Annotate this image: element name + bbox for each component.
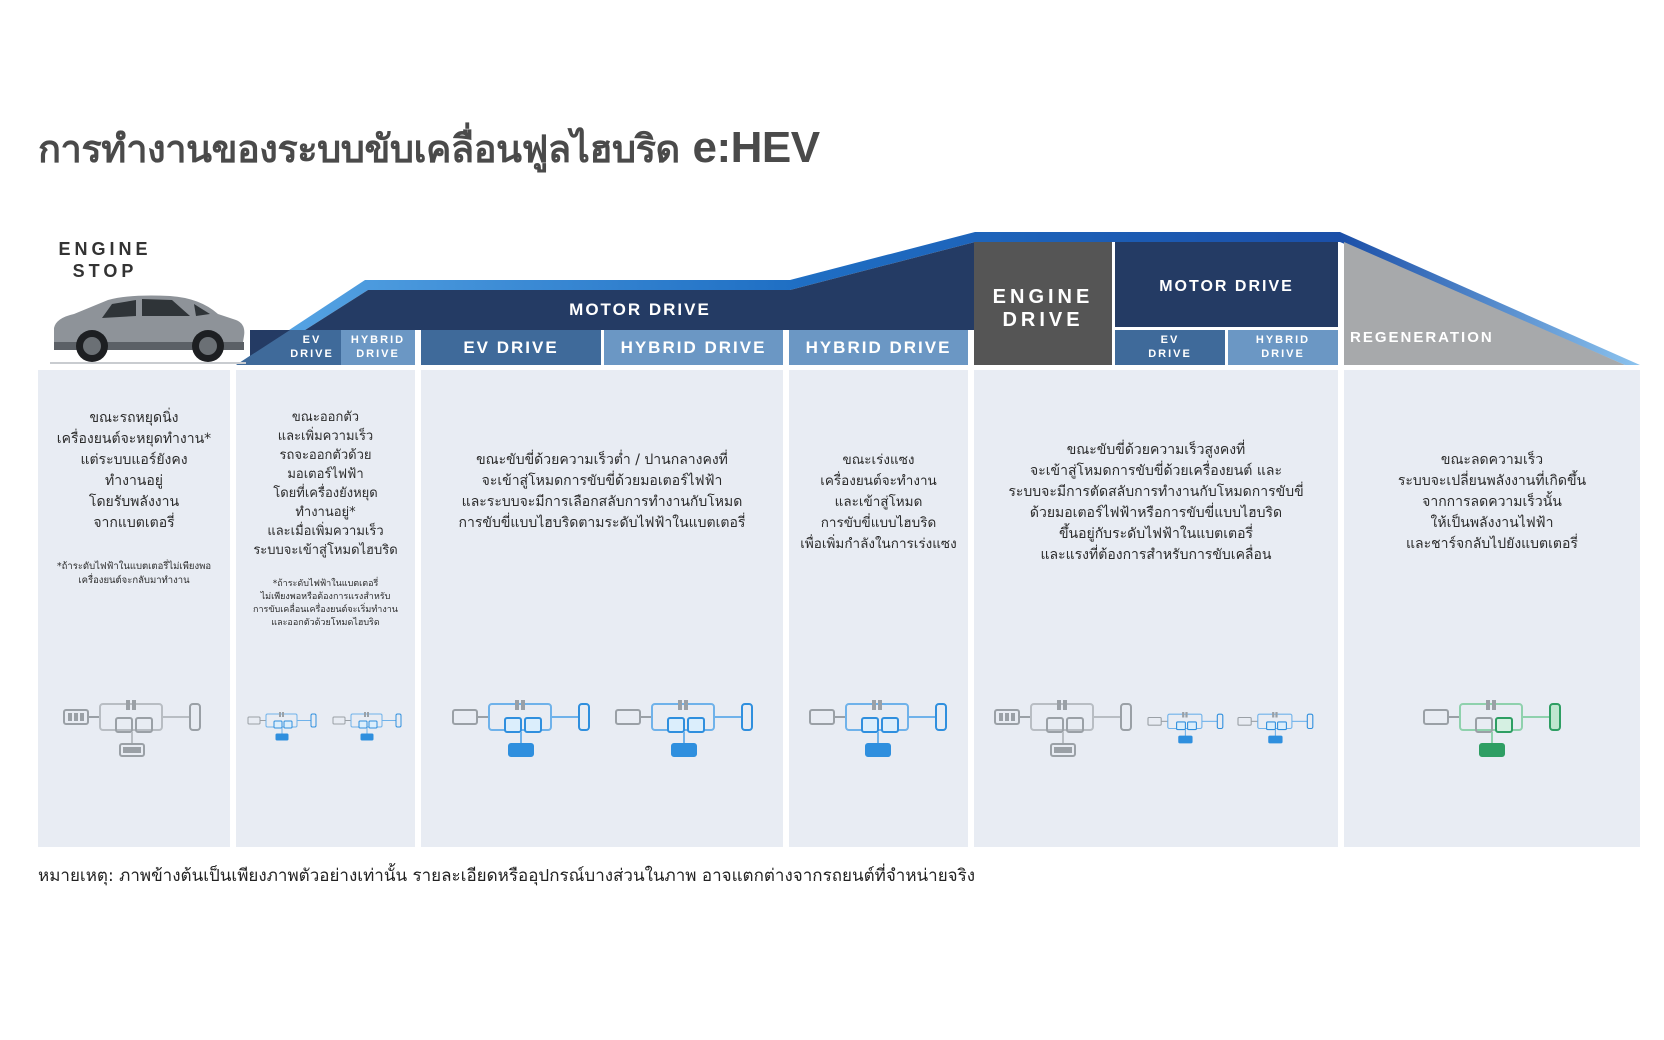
description-start-note: *ถ้าระดับไฟฟ้าในแบตเตอรี่ ไม่เพียงพอหรือต้องการแรงสำหรับ การขับเคลื่อนเครื่องยนต์จะเริ่มทำงาน และออกตัวด้วยโหมดไฮบริด — [253, 579, 398, 628]
description-overtake-text: ขณะเร่งแซง เครื่องยนต์จะทำงาน และเข้าสู่โหมด การขับขี่แบบไฮบริด เพื่อเพิ่มกำลังในการเร่งแซง — [800, 452, 957, 552]
ev-drive-small-label — [282, 333, 342, 361]
footer-note: หมายเหตุ: ภาพข้างต้นเป็นเพียงภาพตัวอย่างเท่านั้น รายละเอียดหรืออุปกรณ์บางส่วนในภาพ อาจแตกต่างจากรถยนต์ที่จำหน่ายจริง — [38, 866, 976, 886]
description-start — [238, 408, 413, 630]
engine-stop-line2: STOP — [72, 261, 138, 281]
hybrid-drive-small-line1: HYBRID — [350, 334, 406, 346]
ev-drive-small-label-2 — [1115, 333, 1225, 361]
hybrid-drive-label: HYBRID DRIVE — [620, 338, 767, 357]
title-thai: การทำงานของระบบขับเคลื่อนฟูลไฮบริด — [38, 127, 680, 171]
description-start-text: ขณะออกตัว และเพิ่มความเร็ว รถจะออกตัวด้วย มอเตอร์ไฟฟ้า โดยที่เครื่องยังหยุด ทำงานอยู่* และเมื่อเพิ่มความเร็ว ระบบจะเข้าสู่โหมดไฮบริด — [253, 410, 398, 558]
hybrid-drive-small-line2: DRIVE — [356, 348, 400, 360]
hybrid-drive-label-2: HYBRID DRIVE — [805, 338, 952, 357]
description-engine-stop-note: *ถ้าระดับไฟฟ้าในแบตเตอรี่ไม่เพียงพอ เครื่องยนต์จะกลับมาทำงาน — [56, 561, 212, 586]
ev-drive-small-line1: EV — [302, 334, 322, 346]
ev-drive-small-line2: DRIVE — [290, 348, 334, 360]
engine-drive-label — [974, 286, 1112, 332]
description-low-speed — [421, 450, 783, 534]
hybrid-drive-small-2-line2: DRIVE — [1261, 348, 1305, 360]
description-engine-stop-text: ขณะรถหยุดนิ่ง เครื่องยนต์จะหยุดทำงาน* แต่ระบบแอร์ยังคง ทำงานอยู่ โดยรับพลังงาน จากแบตเตอรี่ — [56, 410, 212, 531]
engine-stop-label — [40, 238, 170, 282]
regeneration-label: REGENERATION — [1350, 329, 1494, 346]
description-regeneration-text: ขณะลดความเร็ว ระบบจะเปลี่ยนพลังงานที่เกิดขึ้น จากการลดความเร็วนั้น ให้เป็นพลังงานไฟฟ้า และชาร์จกลับไปยังแบตเตอรี่ — [1397, 452, 1587, 552]
description-engine-stop — [40, 408, 228, 588]
description-low-speed-text: ขณะขับขี่ด้วยความเร็วต่ำ / ปานกลางคงที่ จะเข้าสู่โหมดการขับขี่ด้วยมอเตอร์ไฟฟ้า และระบบจะมีการเลือกสลับการทำงานกับโหมด การขับขี่แบบไฮบริดตามระดับไฟฟ้าในแบตเตอรี่ — [458, 452, 746, 531]
engine-drive-line1: ENGINE — [992, 286, 1094, 308]
description-high-speed-text: ขณะขับขี่ด้วยความเร็วสูงคงที่ จะเข้าสู่โหมดการขับขี่ด้วยเครื่องยนต์ และ ระบบจะมีการตัดสลับการทำงานกับโหมดการขับขี่ ด้วยมอเตอร์ไฟฟ้าหรือการขับขี่แบบไฮบริด ขึ้นอยู่กับระดับไฟฟ้าในแบตเตอรี่ และแรงที่ต้องการสำหรับการขับเคลื่อน — [1008, 442, 1304, 563]
description-overtake — [789, 450, 968, 555]
ev-drive-small-2-line2: DRIVE — [1148, 348, 1192, 360]
ev-drive-small-2-line1: EV — [1160, 334, 1180, 346]
hybrid-drive-small-label — [341, 333, 415, 361]
motor-drive-label: MOTOR DRIVE — [569, 300, 711, 319]
title-brand: e:HEV — [692, 123, 820, 172]
motor-drive-label-2: MOTOR DRIVE — [1159, 278, 1294, 295]
description-high-speed — [974, 440, 1338, 566]
engine-stop-line1: ENGINE — [58, 239, 152, 259]
ev-drive-label: EV DRIVE — [463, 338, 559, 357]
hybrid-drive-small-label-2 — [1228, 333, 1338, 361]
engine-drive-line2: DRIVE — [1002, 309, 1084, 331]
hybrid-drive-small-2-line1: HYBRID — [1255, 334, 1311, 346]
regeneration-box — [1344, 242, 1625, 365]
car-icon — [50, 296, 246, 365]
description-regeneration — [1344, 450, 1640, 555]
